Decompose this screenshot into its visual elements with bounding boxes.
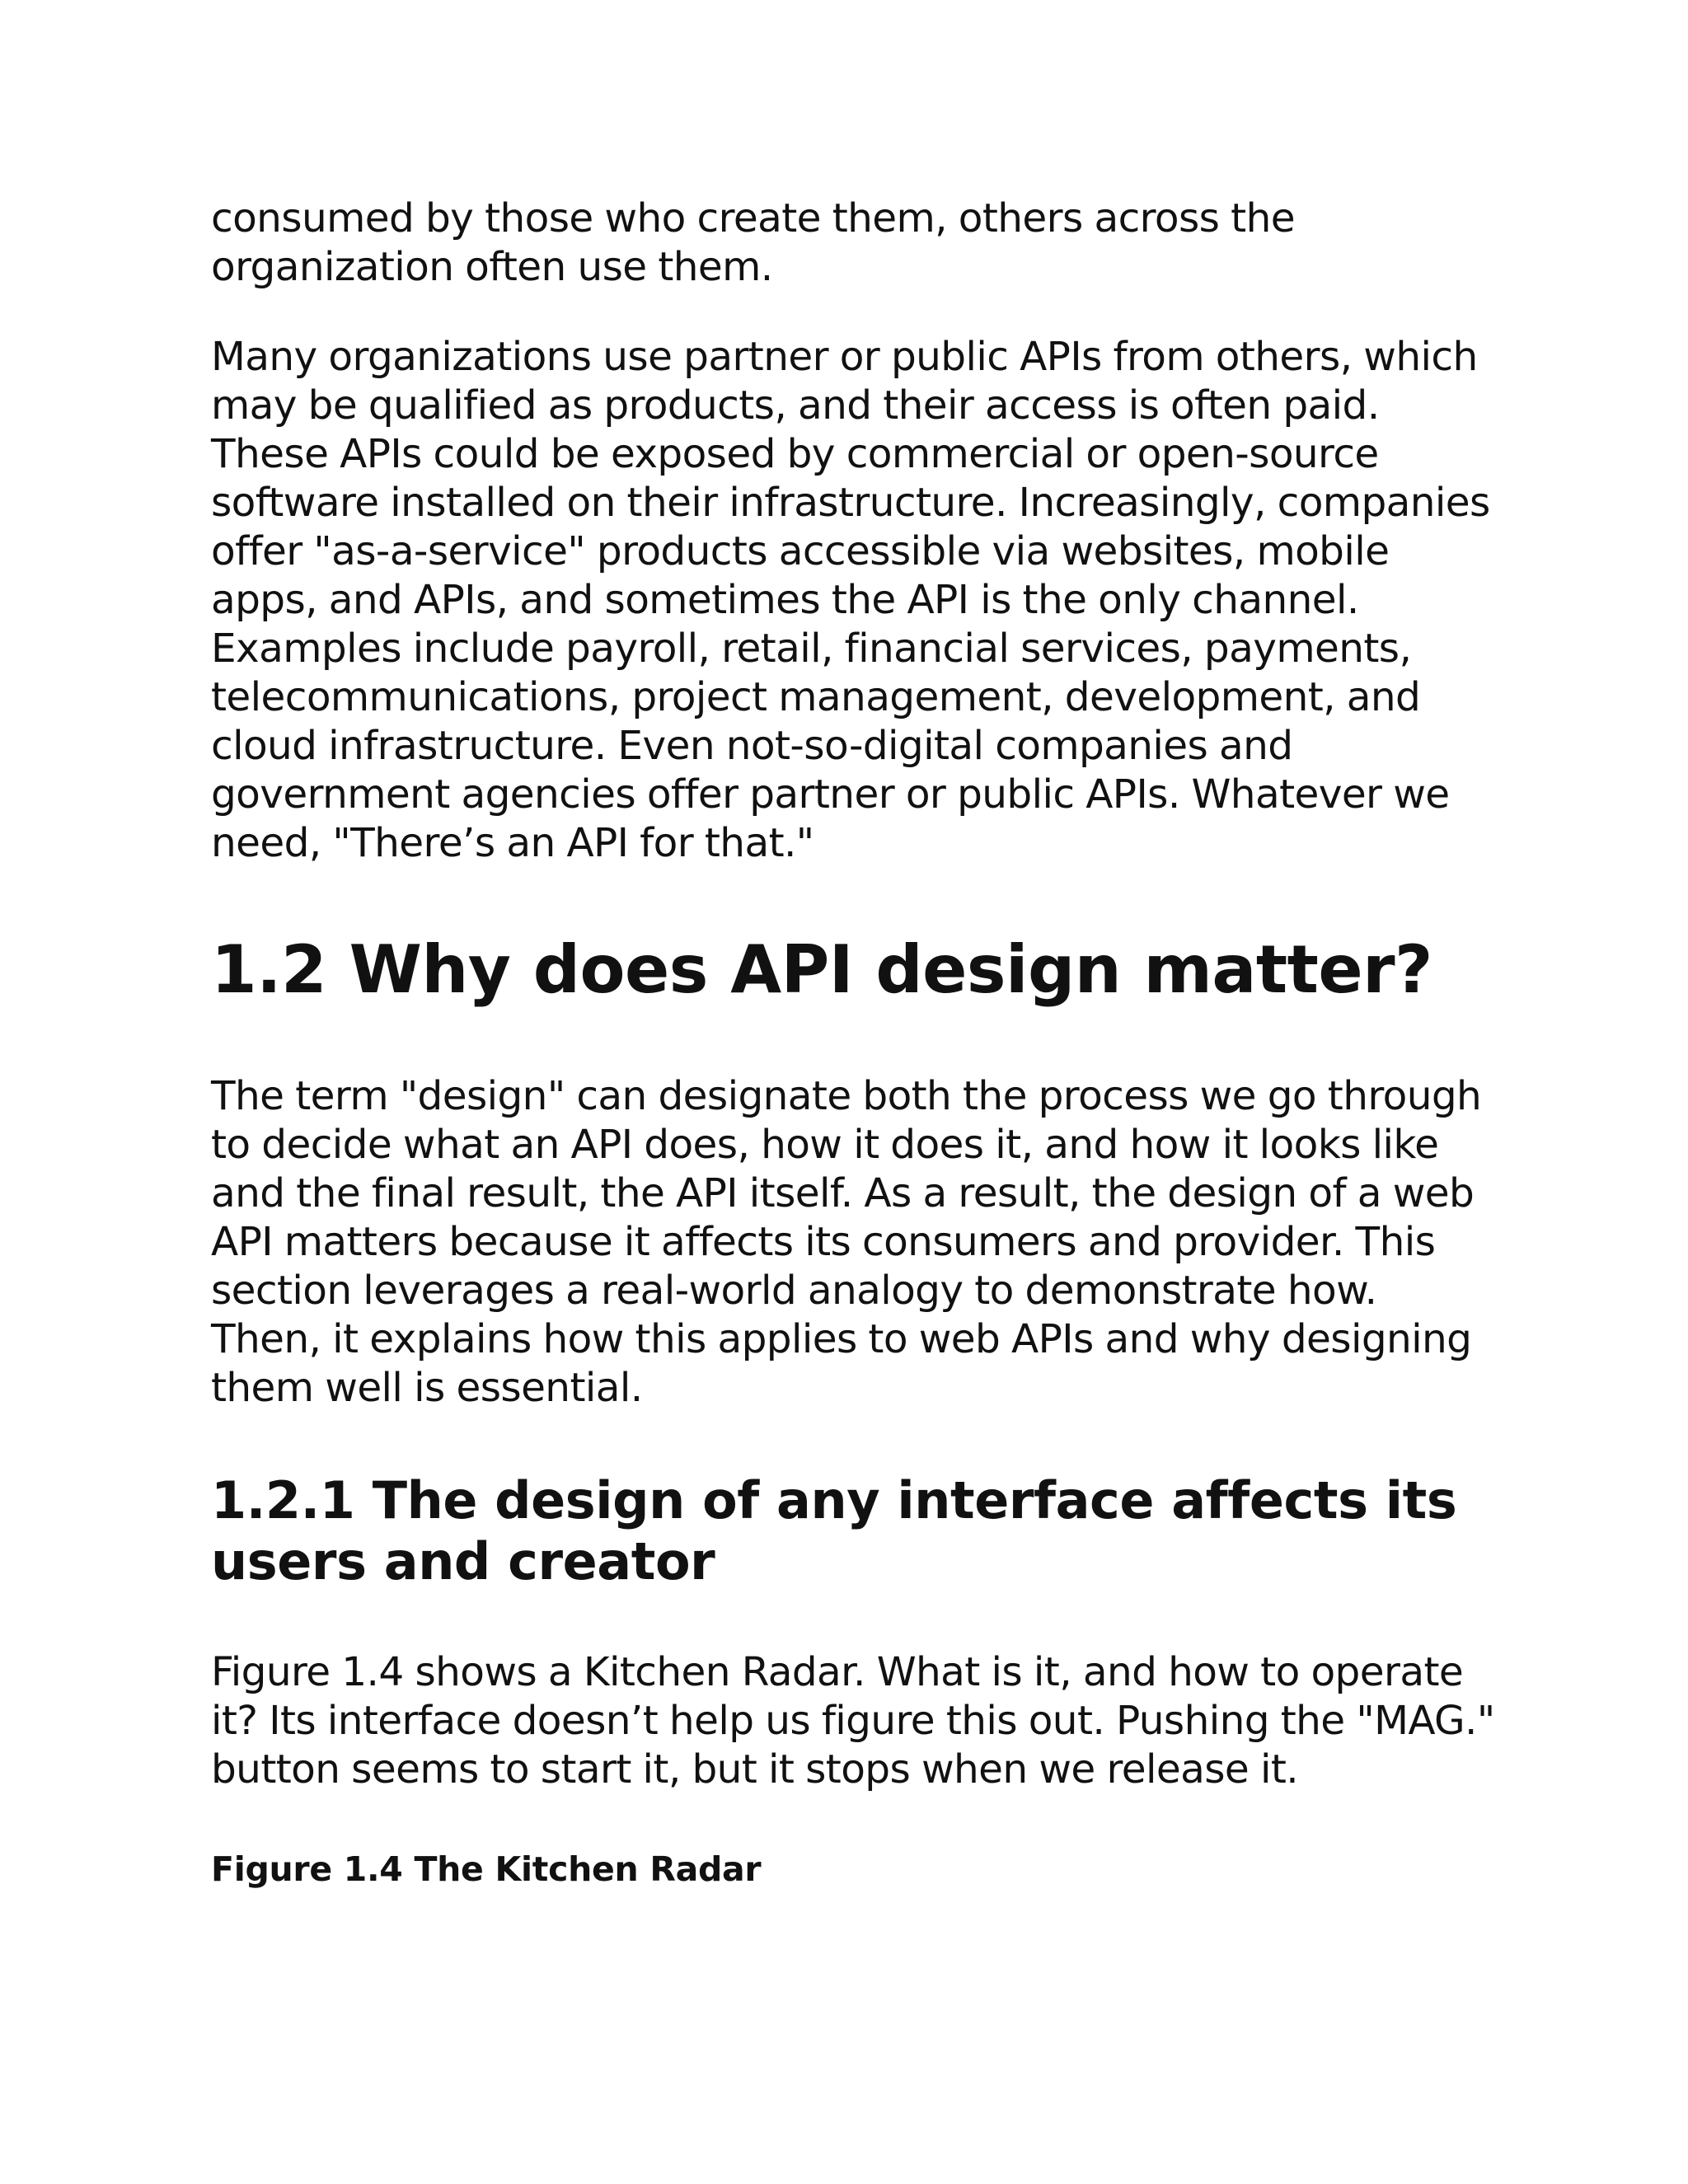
paragraph-kitchen-radar: Figure 1.4 shows a Kitchen Radar. What is it, and how to operate it? Its interface doesn’t help us figure this out. Pushing the "MAG." button seems to start it, but it stops when we release it. [211,1649,1495,1793]
paragraph-design-term: The term "design" can designate both the process we go through to decide what an API does, how it does it, and how it looks like and the final result, the API itself. As a result, the design of a web API matters because it affects its consumers and provider. This section leverages a real-world analogy to demonstrate how. Then, it explains how this applies to web APIs and why designing them well is essential. [211,1073,1482,1411]
section-heading: 1.2 Why does API design matter? [211,931,1432,1008]
subsection-heading: 1.2.1 The design of any interface affects its users and creator [211,1470,1457,1591]
paragraph-partner-apis: Many organizations use partner or public APIs from others, which may be qualified as products, and their access is often paid. These APIs could be exposed by commercial or open-source software installed on their infrastructure. Increasingly, companies offer "as-a-service" products accessible via websites, mobile apps, and APIs, and sometimes the API is the only channel. Examples include payroll, retail, financial services, payments, telecommunications, project management, development, and cloud infrastructure. Even not-so-digital companies and government agencies offer partner or public APIs. Whatever we need, "There’s an API for that." [211,334,1490,866]
document-page [211,194,1497,1890]
figure-caption: Figure 1.4 The Kitchen Radar [211,1849,762,1889]
paragraph-continued: consumed by those who create them, others across the organization often use them. [211,195,1295,290]
